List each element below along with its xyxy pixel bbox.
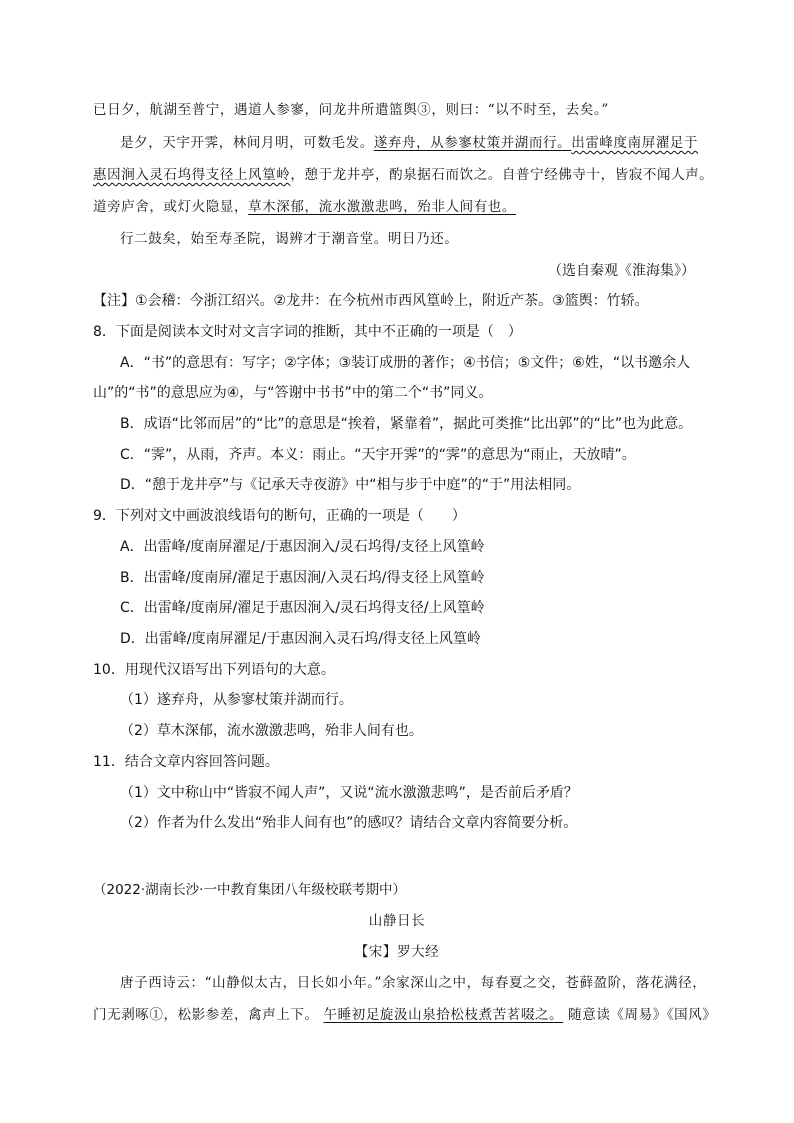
passage2-title: 山静日长 [368,913,426,929]
question-8-option-d: D．“憩于龙井亭”与《记承天寺夜游》中“相与步于中庭”的“于”用法相同。 [120,477,581,493]
question-8-option-b: B．成语“比邻而居”的“比”的意思是“挨着，紧靠着”，据此可类推“比出郭”的“比”也为此意。 [120,416,693,432]
passage2-author: 【宋】罗大经 [354,944,440,960]
passage2-exam-source: （2022·湖南长沙·一中教育集团八年级校联考期中） [93,882,406,898]
passage2-line2 [93,1005,716,1025]
question-10-item-2: （2）草木深郁，流水激激悲鸣，殆非人间有也。 [120,723,423,739]
passage1-para2-line3 [93,197,516,217]
wavy-underlined-sentence: 出雷峰度南屏濯足于 [571,135,699,151]
underlined-sentence-1: 遂弃舟，从参寥杖策并湖而行。 [373,135,572,151]
passage1-para3: 行二鼓矣，始至寿圣院，谒辨才于潮音堂。明日乃还。 [120,231,459,247]
passage1-source: （选自秦观《淮海集》） [548,263,695,279]
question-8-option-c: C．“霁”，从雨，齐声。本义：雨止。“天宇开霁”的“霁”的意思为“雨止，天放晴”。 [120,447,636,463]
passage1-para2-line2 [93,165,713,185]
annotation-note: 【注】①会稽：今浙江绍兴。②龙井：在今杭州市西风篁岭上，附近产茶。③篮舆：竹轿。 [93,293,649,309]
text-segment: 是夕，天宇开霁，林间月明，可数毛发。 [120,135,374,151]
question-8-option-a-cont: 山”的“书”的意思应为④，与“答谢中书书”中的第二个“书”同义。 [93,385,493,401]
question-11-item-1: （1）文中称山中“皆寂不闻人声”，又说“流水激激悲鸣”，是否前后矛盾？ [120,785,578,801]
question-10-item-1: （1）遂弃舟，从参寥杖策并湖而行。 [120,692,353,708]
text-segment: 道旁庐舍，或灯火隐显， [93,199,249,215]
wavy-underlined-sentence-cont: 惠因涧入灵石坞得支径上风篁岭 [93,167,291,183]
question-9-option-c: C．出雷峰/度南屏/濯足于惠因涧入/灵石坞得支径/上风篁岭 [120,600,485,616]
question-10-stem: 10．用现代汉语写出下列语句的大意。 [93,662,335,678]
question-8-stem: 8．下面是阅读本文时对文言字词的推断，其中不正确的一项是（ ） [93,324,522,340]
question-9-stem: 9．下列对文中画波浪线语句的断句，正确的一项是（ ） [93,508,466,524]
question-9-option-a: A．出雷峰/度南屏濯足/于惠因涧入/灵石坞得/支径上风篁岭 [120,539,485,555]
question-9-option-b: B．出雷峰/度南屏/濯足于惠因涧/入灵石坞/得支径上风篁岭 [120,570,485,586]
question-9-option-d: D．出雷峰/度南屏濯足/于惠因涧入灵石坞/得支径上风篁岭 [120,631,481,647]
passage1-para2-line1 [120,133,698,153]
question-8-option-a: A．“书”的意思有：写字；②字体；③装订成册的著作；④书信；⑤文件；⑥姓，“以书邀余人 [120,355,691,371]
text-segment: ，憩于龙井亭，酌泉据石而饮之。自普宁经佛寺十，皆寂不闻人声。 [290,167,714,183]
question-11-stem: 11．结合文章内容回答问题。 [93,754,279,770]
text-segment: 随意读《周易》《国风》 [568,1007,717,1023]
question-11-item-2: （2）作者为什么发出“殆非人间有也”的感叹？请结合文章内容简要分析。 [120,815,578,831]
passage1-line1: 已日夕，航湖至普宁，遇道人参寥，问龙井所遣篮舆③，则曰：“以不时至，去矣。” [93,102,609,118]
text-segment: 门无剥啄①，松影参差，禽声上下。 [93,1007,319,1023]
passage2-line1: 唐子西诗云：“山静似太古，日长如小年。”余家深山之中，每春夏之交，苍藓盈阶，落花满径， [120,975,707,991]
underlined-sentence-2: 草木深郁，流水激激悲鸣，殆非人间有也。 [248,199,517,215]
underlined-sentence-3: 午睡初足旋汲山泉拾松枝煮苦茗啜之。 [323,1007,564,1023]
